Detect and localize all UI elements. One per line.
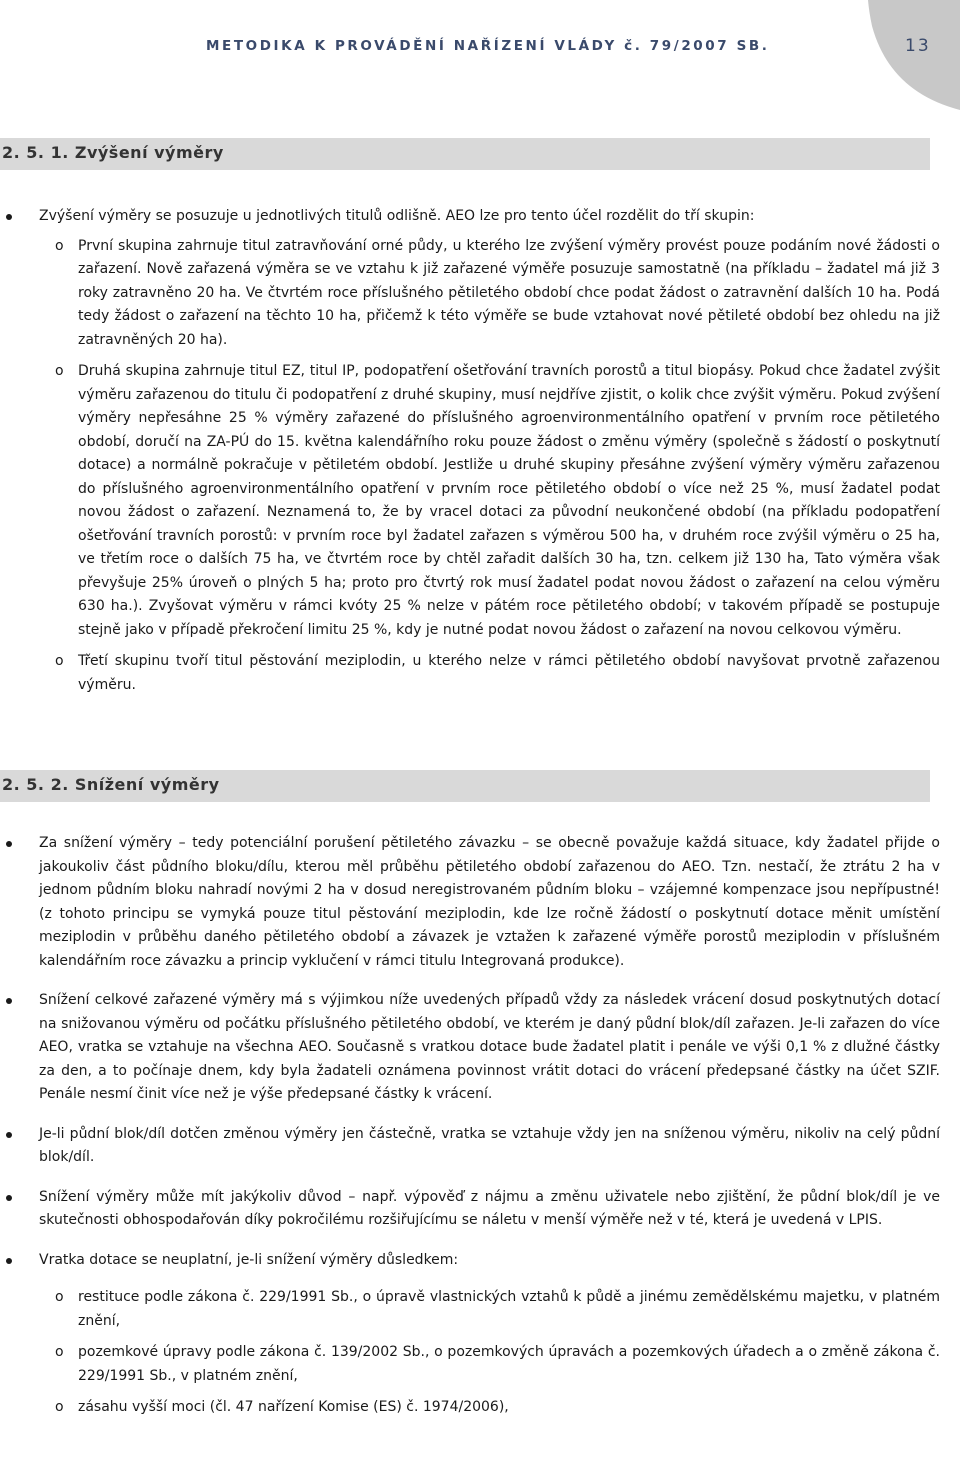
bullet-text: Vratka dotace se neuplatní, je-li snížení výměry důsledkem: [39,1251,459,1268]
sub-item: o zásahu vyšší moci (čl. 47 nařízení Komise (ES) č. 1974/2006), [39,1396,940,1420]
bullet-text: Zvýšení výměry se posuzuje u jednotlivých titulů odlišně. AEO lze pro tento účel rozdělit do tří skupin: [39,208,755,224]
section-heading: 2. 5. 2. Snížení výměry [2,775,220,794]
section-heading: 2. 5. 1. Zvýšení výměry [2,143,224,162]
section-body [0,832,940,1431]
sub-list [39,235,940,698]
bullet-text: Snížení výměry může mít jakýkoliv důvod – např. výpověď z nájmu a změnu uživatele nebo zjištění, že půdní blok/díl je ve skutečnosti obhospodařován díky pokročilému rozšiřujícímu se náletu v menší výměře než v té, která je uvedená v LPIS. [39,1188,940,1228]
running-title: METODIKA K PROVÁDĚNÍ NAŘÍZENÍ VLÁDY č. 79/2007 SB. [206,38,770,54]
bullet-text: Za snížení výměry – tedy potenciální porušení pětiletého závazku – se obecně považuje každá situace, kdy žadatel přijde o jakoukoliv část půdního bloku/dílu, kterou měl průběhu pětiletého období zařazenou do AEO. Tzn. nestačí, že ztrátu 2 ha v jednom půdním bloku nahradí novými 2 ha v dosud neregistrovaném půdním bloku – vzájemné kompenzace jsou nepřípustné! (z tohoto principu se vymyká pouze titul pěstování meziplodin, kde lze ročně žádostí o poskytnutí dotace měnit umístění meziplodin v průběhu daného pětiletého období a závazek je vztažen k zařazené výměře porostů meziplodin v příslušném kalendářním roce závazku a princip vyklučení v rámci titulu Integrovaná produkce). [39,835,940,969]
sub-item: o Druhá skupina zahrnuje titul EZ, titul IP, podopatření ošetřování travních porostů a titul biopásy. Pokud chce žadatel zvýšit výměru zařazenou do titulu či podopatření z druhé skupiny, musí nejdříve zjistit, o kolik chce zvýšit výměru. Pokud zvýšení výměry nepřesáhne 25 % výměry zařazené do příslušného agroenvironmentálního opatření v prvním roce pětiletého období, doručí na ZA-PÚ do 15. května kalendářního roku pouze žádost o změnu výměry (společně s žádostí o poskytnutí dotace) a normálně pokračuje v pětiletém období. Jestliže u druhé skupiny přesáhne zvýšení výměry výměru zařazenou do příslušného agroenvironmentálního opatření v prvním roce pětiletého období o více než 25 %, musí žadatel podat novou žádost o zařazení. Neznamená to, že by vracel dotaci za původní neukončené období (na příkladu podopatření ošetřování travních porostů: v prvním roce byl žadatel zařazen s výměrou 500 ha, v druhém roce zvýšil výměru o 25 ha, ve třetím roce o dalších 75 ha, ve čtvrtém roce by chtěl zařadit dalších 30 ha, tzn. celkem již 130 ha, Tato výměra však převyšuje 25% úroveň o plných 5 ha; proto pro čtvrtý rok musí žadatel podat novou žádost o zařazení na celou výměru 630 ha.). Zvyšovat výměru v rámci kvóty 25 % nelze v pátém roce pětiletého období; v takovém případě se postupuje stejně jako v případě překročení limitu 25 %, kdy je nutné podat novou žádost o zařazení na novou celkovou výměru. [39,360,940,642]
bullet-list [0,205,940,697]
bullet-item [0,832,940,973]
page-header [0,0,960,110]
bullet-item [0,1186,940,1233]
bullet-item [0,205,940,697]
bullet-text: Je-li půdní blok/díl dotčen změnou výměry jen částečně, vratka se vztahuje vždy jen na sníženou výměru, nikoliv na celý půdní blok/díl. [39,1125,940,1165]
sub-item: o restituce podle zákona č. 229/1991 Sb., o úpravě vlastnických vztahů k půdě a jinému zemědělskému majetku, v platném znění, [39,1286,940,1333]
bullet-item [0,1249,940,1420]
section-heading-band [0,770,930,802]
sub-list [39,1286,940,1420]
bullet-text: Snížení celkové zařazené výměry má s výjimkou níže uvedených případů vždy za následek vrácení dosud poskytnutých dotací na snižovanou výměru od počátku příslušného pětiletého období, ve kterém je daný půdní blok/díl zařazen. Je-li zařazen do více AEO, vratka se vztahuje na všechna AEO. Současně s vratkou dotace bude žadatel platit i penále ve výši 0,1 % z dlužné částky za den, a to počínaje dnem, kdy byla žadateli oznámena povinnost vrátit dotaci do vrácení předepsané částky na účet SZIF. Penále nesmí činit více než je výše předepsané částky k vrácení. [39,992,940,1102]
bullet-item [0,1123,940,1170]
bullet-item [0,989,940,1107]
section-body [0,205,940,708]
sub-item: o První skupina zahrnuje titul zatravňování orné půdy, u kterého lze zvýšení výměry provést pouze podáním nové žádosti o zařazení. Nově zařazená výměra se ve vztahu k již zařazené výměře posuzuje samostatně (na příkladu – žadatel má již 3 roky zatravněno 20 ha. Ve čtvrtém roce příslušného pětiletého období chce podat žádost o zatravnění dalších 10 ha. Podá tedy žádost o zařazení na těchto 10 ha, přičemž k této výměře se bude vztahovat nové pětileté období bez ohledu na již zatravněných 20 ha). [39,235,940,353]
sub-item: o pozemkové úpravy podle zákona č. 139/2002 Sb., o pozemkových úpravách a pozemkových úřadech a o změně zákona č. 229/1991 Sb., v platném znění, [39,1341,940,1388]
bullet-list [0,832,940,1420]
page-number: 13 [905,36,931,56]
section-heading-band [0,138,930,170]
sub-item: o Třetí skupinu tvoří titul pěstování meziplodin, u kterého nelze v rámci pětiletého období navyšovat prvotně zařazenou výměru. [39,650,940,697]
